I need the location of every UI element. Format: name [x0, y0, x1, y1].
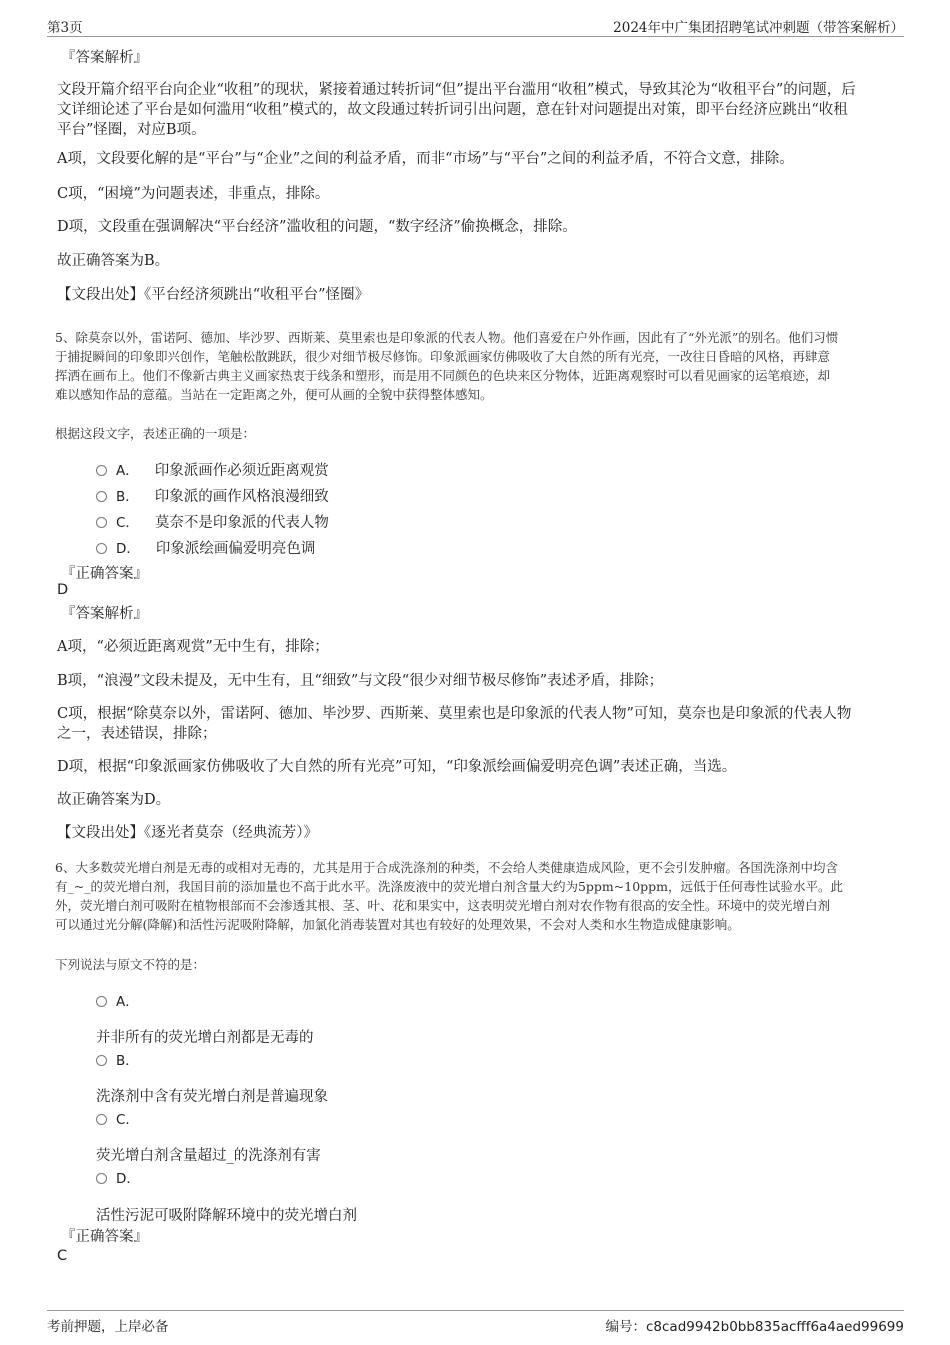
q5-option-a[interactable]: A． 印象派画作必须近距离观赏 [96, 459, 329, 480]
q6-text-line: 外，荧光增白剂可吸附在植物根部而不会渗透其根、茎、叶、花和果实中，这表明荧光增白剂对农作物有很高的安全性。环境中的荧光增白剂 [55, 898, 831, 913]
q4-analysis-label: 『答案解析』 [61, 50, 148, 66]
q4-analysis-line: 文详细论述了平台是如何滥用“收租”模式的，故文段通过转折词引出问题，意在针对问题提出对策，即平台经济应跳出“收租 [57, 102, 848, 118]
q4-analysis-text [57, 80, 907, 140]
radio-icon[interactable] [96, 543, 107, 554]
q5-option-b[interactable]: B． 印象派的画作风格浪漫细致 [96, 485, 329, 506]
q6-text-line: 有_~_的荧光增白剂，我国目前的添加量也不高于此水平。洗涤废液中的荧光增白剂含量大约为5ppm~10ppm，远低于任何毒性试验水平。此 [55, 879, 844, 894]
radio-icon[interactable] [96, 1055, 107, 1066]
q5-answer: D [57, 582, 69, 598]
q5-text-line: 5、除莫奈以外，雷诺阿、德加、毕沙罗、西斯莱、莫里索也是印象派的代表人物。他们喜爱在户外作画，因此有了“外光派”的别名。他们习惯 [55, 330, 839, 345]
radio-icon[interactable] [96, 1173, 107, 1184]
footer-slogan: 考前押题，上岸必备 [47, 1319, 169, 1335]
q5-question-text [55, 328, 915, 404]
q4-source: 【文段出处】《平台经济须跳出“收租平台”怪圈》 [57, 287, 370, 303]
q6-option-b[interactable]: B． [96, 1049, 155, 1069]
radio-icon[interactable] [96, 1114, 107, 1125]
radio-icon[interactable] [96, 491, 107, 502]
q6-option-a-text: 并非所有的荧光增白剂都是无毒的 [96, 1030, 314, 1046]
document-title: 2024年中广集团招聘笔试冲刺题（带答案解析） [613, 20, 904, 36]
radio-icon[interactable] [96, 465, 107, 476]
q5-conclusion: 故正确答案为D。 [57, 792, 171, 808]
q4-option-d-note: D项，文段重在强调解决“平台经济”滥收租的问题，“数字经济”偷换概念，排除。 [57, 219, 577, 235]
q4-conclusion: 故正确答案为B。 [57, 253, 170, 269]
q4-analysis-line: 文段开篇介绍平台向企业“收租”的现状，紧接着通过转折词“但”提出平台滥用“收租”模式，导致其沦为“收租平台”的问题，后 [57, 82, 856, 98]
q6-option-d-text: 活性污泥可吸附降解环境中的荧光增白剂 [96, 1208, 357, 1224]
q6-option-b-text: 洗涤剂中含有荧光增白剂是普遍现象 [96, 1089, 328, 1105]
radio-icon[interactable] [96, 996, 107, 1007]
page-number: 第3页 [47, 20, 83, 36]
q4-option-a-note: A项，文段要化解的是“平台”与“企业”之间的利益矛盾，而非“市场”与“平台”之间的利益矛盾，不符合文意，排除。 [57, 151, 794, 167]
q5-option-d-note: D项，根据“印象派画家仿佛吸收了大自然的所有光亮”可知，“印象派绘画偏爱明亮色调”表述正确，当选。 [57, 759, 737, 775]
q5-option-a-note: A项，“必须近距离观赏”无中生有，排除； [57, 639, 329, 655]
q6-option-a[interactable]: A． [96, 990, 155, 1010]
q6-text-line: 6、大多数荧光增白剂是无毒的或相对无毒的，尤其是用于合成洗涤剂的种类，不会给人类健康造成风险，更不会引发肿瘤。各国洗涤剂中均含 [55, 860, 838, 875]
q5-option-c-note: C项，根据“除莫奈以外，雷诺阿、德加、毕沙罗、西斯莱、莫里索也是印象派的代表人物”可知，莫奈也是印象派的代表人物 之一，表述错误，排除； [57, 706, 852, 742]
q5-source: 【文段出处】《逐光者莫奈（经典流芳）》 [57, 825, 318, 841]
q4-option-c-note: C项，“困境”为问题表述，非重点，排除。 [57, 186, 330, 202]
q6-option-c-text: 荧光增白剂含量超过_的洗涤剂有害 [96, 1148, 321, 1164]
q5-analysis-label: 『答案解析』 [61, 606, 148, 622]
q6-option-d[interactable]: D． [96, 1167, 156, 1187]
q5-option-c[interactable]: C． 莫奈不是印象派的代表人物 [96, 511, 329, 532]
q5-option-d[interactable]: D． 印象派绘画偏爱明亮色调 [96, 537, 315, 558]
q4-analysis-line: 平台”怪圈，对应B项。 [57, 122, 206, 138]
q5-answer-label: 『正确答案』 [61, 566, 148, 582]
q6-prompt: 下列说法与原文不符的是： [55, 957, 206, 972]
q5-option-b-note: B项，“浪漫”文段未提及，无中生有，且“细致”与文段“很少对细节极尽修饰”表述矛盾，排除； [57, 673, 664, 689]
q6-answer: C [57, 1248, 68, 1264]
q5-prompt: 根据这段文字，表述正确的一项是： [55, 426, 256, 441]
page-header [47, 14, 904, 37]
q6-question-text [55, 858, 915, 934]
radio-icon[interactable] [96, 517, 107, 528]
q6-option-c[interactable]: C． [96, 1108, 155, 1128]
q5-text-line: 挥洒在画布上。他们不像新古典主义画家热衷于线条和塑形，而是用不同颜色的色块来区分物体，近距离观察时可以看见画家的运笔痕迹，却 [55, 368, 831, 383]
q6-answer-label: 『正确答案』 [61, 1229, 148, 1245]
q6-text-line: 可以通过光分解(降解)和活性污泥吸附降解，加氯化消毒装置对其也有较好的处理效果，不会对人类和水生物造成健康影响。 [55, 917, 740, 932]
q5-text-line: 难以感知作品的意蕴。当站在一定距离之外，便可从画的全貌中获得整体感知。 [55, 387, 493, 402]
q5-text-line: 于捕捉瞬间的印象即兴创作，笔触松散跳跃，很少对细节极尽修饰。印象派画家仿佛吸收了大自然的所有光亮，一改往日昏暗的风格，再肆意 [55, 349, 831, 364]
document-id: 编号：c8cad9942b0bb835acfff6a4aed99699 [605, 1319, 904, 1335]
page-footer [47, 1310, 904, 1335]
